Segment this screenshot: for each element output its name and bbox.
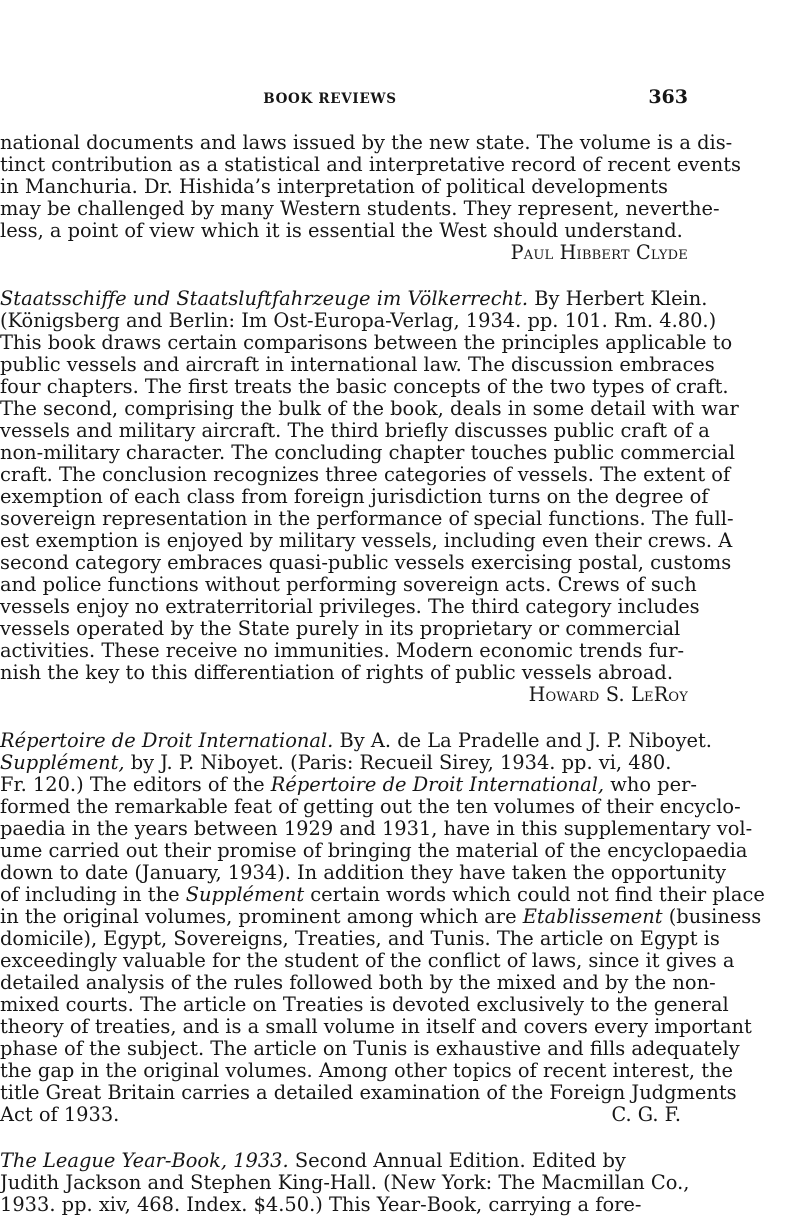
running-header xyxy=(0,86,800,116)
text-line: non-military character. The concluding chapter touches public commercial xyxy=(0,441,736,464)
italic-term: Supplément xyxy=(185,883,305,906)
text-line: nish the key to this differentiation of rights of public vessels abroad. xyxy=(0,661,673,684)
text-line xyxy=(0,883,765,906)
text-line: the gap in the original volumes. Among other topics of recent interest, the xyxy=(0,1059,733,1082)
text-span: of including in the xyxy=(0,883,186,906)
text-line: sovereign representation in the performance of special functions. The full- xyxy=(0,507,734,530)
text-span: Fr. 120.) The editors of the xyxy=(0,773,271,796)
text-line: may be challenged by many Western students. They represent, neverthe- xyxy=(0,197,720,220)
text-line: second category embraces quasi-public vessels exercising postal, customs xyxy=(0,551,732,574)
book-author: By A. de La Pradelle and J. P. Niboyet. xyxy=(333,729,712,752)
reviewer-initials: C. G. F. xyxy=(611,1103,681,1126)
italic-term: Etablissement xyxy=(522,905,663,928)
text-line: exemption of each class from foreign jurisdiction turns on the degree of xyxy=(0,485,709,508)
review-heading xyxy=(0,1150,688,1171)
text-line: The second, comprising the bulk of the book, deals in some detail with war xyxy=(0,397,739,420)
book-editor: Second Annual Edition. Edited by xyxy=(288,1149,626,1172)
text-span: (business xyxy=(662,905,762,928)
text-line: vessels enjoy no extraterritorial privileges. The third category includes xyxy=(0,595,700,618)
italic-term: Répertoire de Droit International, xyxy=(270,773,605,796)
book-title: Staatsschiffe und Staatsluftfahrzeuge im Völkerrecht. xyxy=(0,287,529,310)
text-span: certain words which could not find their place xyxy=(304,883,765,906)
text-line: vessels operated by the State purely in its proprietary or commercial xyxy=(0,617,681,640)
text-line xyxy=(0,773,697,796)
text-line: craft. The conclusion recognizes three categories of vessels. The extent of xyxy=(0,463,731,486)
text-span: by J. P. Niboyet. (Paris: Recueil Sirey, 1934. pp. vi, 480. xyxy=(124,751,672,774)
text-line: This book draws certain comparisons between the principles applicable to xyxy=(0,331,733,354)
text-line: exceedingly valuable for the student of the conflict of laws, since it gives a xyxy=(0,949,735,972)
text-line: 1933. pp. xiv, 468. Index. $4.50.) This Year-Book, carrying a fore- xyxy=(0,1193,642,1216)
text-line: detailed analysis of the rules followed both by the mixed and by the non- xyxy=(0,971,716,994)
text-line: title Great Britain carries a detailed examination of the Foreign Judgments xyxy=(0,1081,737,1104)
text-line: paedia in the years between 1929 and 1931, have in this supplementary vol- xyxy=(0,817,753,840)
text-line: theory of treaties, and is a small volume in itself and covers every important xyxy=(0,1015,752,1038)
book-author: By Herbert Klein. xyxy=(528,287,708,310)
text-line: (Königsberg and Berlin: Im Ost-Europa-Verlag, 1934. pp. 101. Rm. 4.80.) xyxy=(0,309,717,332)
italic-term: Supplément, xyxy=(0,751,125,774)
text-line: Judith Jackson and Stephen King-Hall. (New York: The Macmillan Co., xyxy=(0,1171,690,1194)
text-line: mixed courts. The article on Treaties is devoted exclusively to the general xyxy=(0,993,729,1016)
text-line: Act of 1933. xyxy=(0,1103,120,1126)
text-line: phase of the subject. The article on Tunis is exhaustive and fills adequately xyxy=(0,1037,740,1060)
text-line: public vessels and aircraft in international law. The discussion embraces xyxy=(0,353,715,376)
review-heading xyxy=(0,287,708,310)
running-title: BOOK REVIEWS xyxy=(263,91,397,107)
reviewer-signature: Paul Hibbert Clyde xyxy=(510,241,688,264)
text-span: in the original volumes, prominent among which are xyxy=(0,905,523,928)
text-line: domicile), Egypt, Sovereigns, Treaties, and Tunis. The article on Egypt is xyxy=(0,927,720,950)
reviewer-signature: Howard S. LeRoy xyxy=(528,683,688,706)
text-line: vessels and military aircraft. The third briefly discusses public craft of a xyxy=(0,419,710,442)
text-line: ume carried out their promise of bringing the material of the encyclopaedia xyxy=(0,839,748,862)
text-line: less, a point of view which it is essential the West should understand. xyxy=(0,219,683,242)
text-line: and police functions without performing sovereign acts. Crews of such xyxy=(0,573,697,596)
text-line: formed the remarkable feat of getting out the ten volumes of their encyclo- xyxy=(0,795,741,818)
book-title: The League Year-Book, 1933. xyxy=(0,1149,289,1172)
text-line: national documents and laws issued by the new state. The volume is a dis- xyxy=(0,131,733,154)
page-number: 363 xyxy=(648,86,688,108)
review-heading xyxy=(0,729,712,752)
text-span: who per- xyxy=(604,773,697,796)
text-line: four chapters. The first treats the basic concepts of the two types of craft. xyxy=(0,375,729,398)
text-line: down to date (January, 1934). In addition they have taken the opportunity xyxy=(0,861,727,884)
text-line: activities. These receive no immunities. Modern economic trends fur- xyxy=(0,639,685,662)
text-line: in Manchuria. Dr. Hishida’s interpretation of political developments xyxy=(0,175,669,198)
text-line: est exemption is enjoyed by military vessels, including even their crews. A xyxy=(0,529,733,552)
text-line xyxy=(0,752,688,773)
text-line: tinct contribution as a statistical and interpretative record of recent events xyxy=(0,153,741,176)
text-line xyxy=(0,905,762,928)
book-title: Répertoire de Droit International. xyxy=(0,729,334,752)
